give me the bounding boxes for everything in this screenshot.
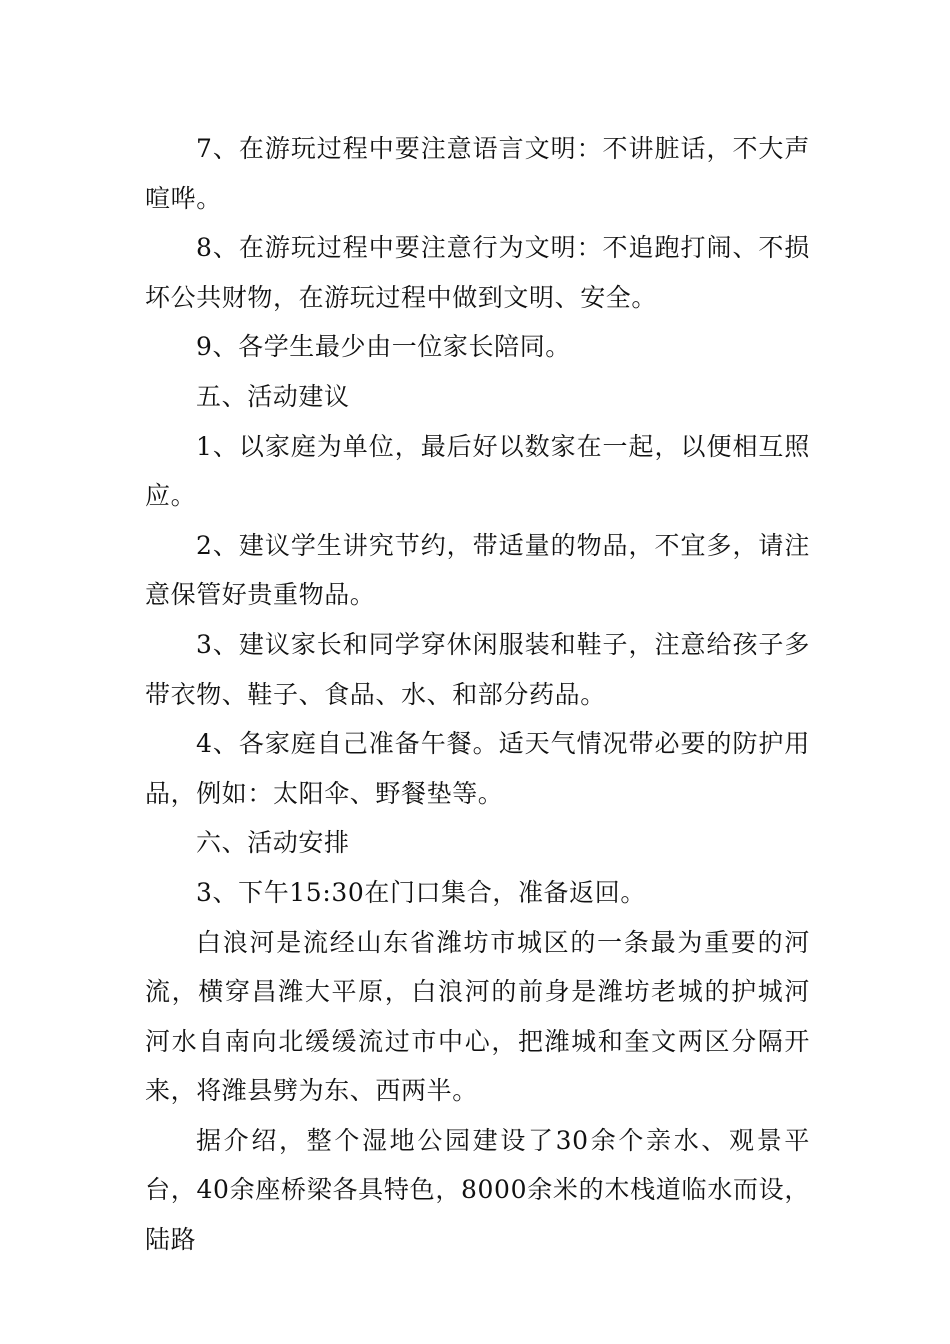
paragraph-rule-7: 7、在游玩过程中要注意语言文明：不讲脏话，不大声喧哗。: [145, 134, 810, 213]
paragraph-suggestion-4: 4、各家庭自己准备午餐。适天气情况带必要的防护用品，例如：太阳伞、野餐垫等。: [145, 729, 810, 808]
paragraph-wetland-park: 据介绍，整个湿地公园建设了30余个亲水、观景平台，40余座桥梁各具特色，8000余米的木栈道临水而设，陆路: [145, 1125, 810, 1255]
paragraph-rule-8: 8、在游玩过程中要注意行为文明：不追跑打闹、不损坏公共财物，在游玩过程中做到文明、安全。: [145, 233, 810, 312]
paragraph-suggestion-2: 2、建议学生讲究节约，带适量的物品，不宜多，请注意保管好贵重物品。: [145, 530, 810, 610]
section-heading-suggestions: 五、活动建议: [196, 381, 350, 411]
paragraph-suggestion-1: 1、以家庭为单位，最后好以数家在一起，以便相互照应。: [145, 431, 810, 511]
paragraph-rule-9: 9、各学生最少由一位家长陪同。: [196, 332, 571, 362]
section-heading-schedule: 六、活动安排: [196, 828, 350, 858]
document-body: [145, 124, 810, 1265]
paragraph-suggestion-3: 3、建议家长和同学穿休闲服装和鞋子，注意给孩子多带衣物、鞋子、食品、水、和部分药品。: [145, 629, 810, 709]
paragraph-schedule-3: 3、下午15:30在门口集合，准备返回。: [196, 877, 646, 907]
paragraph-bailang-river: 白浪河是流经山东省潍坊市城区的一条最为重要的河流，横穿昌潍大平原，白浪河的前身是潍坊老城的护城河河水自南向北缓缓流过市中心，把潍城和奎文两区分隔开来，将潍县劈为东、西两半。: [145, 927, 810, 1106]
